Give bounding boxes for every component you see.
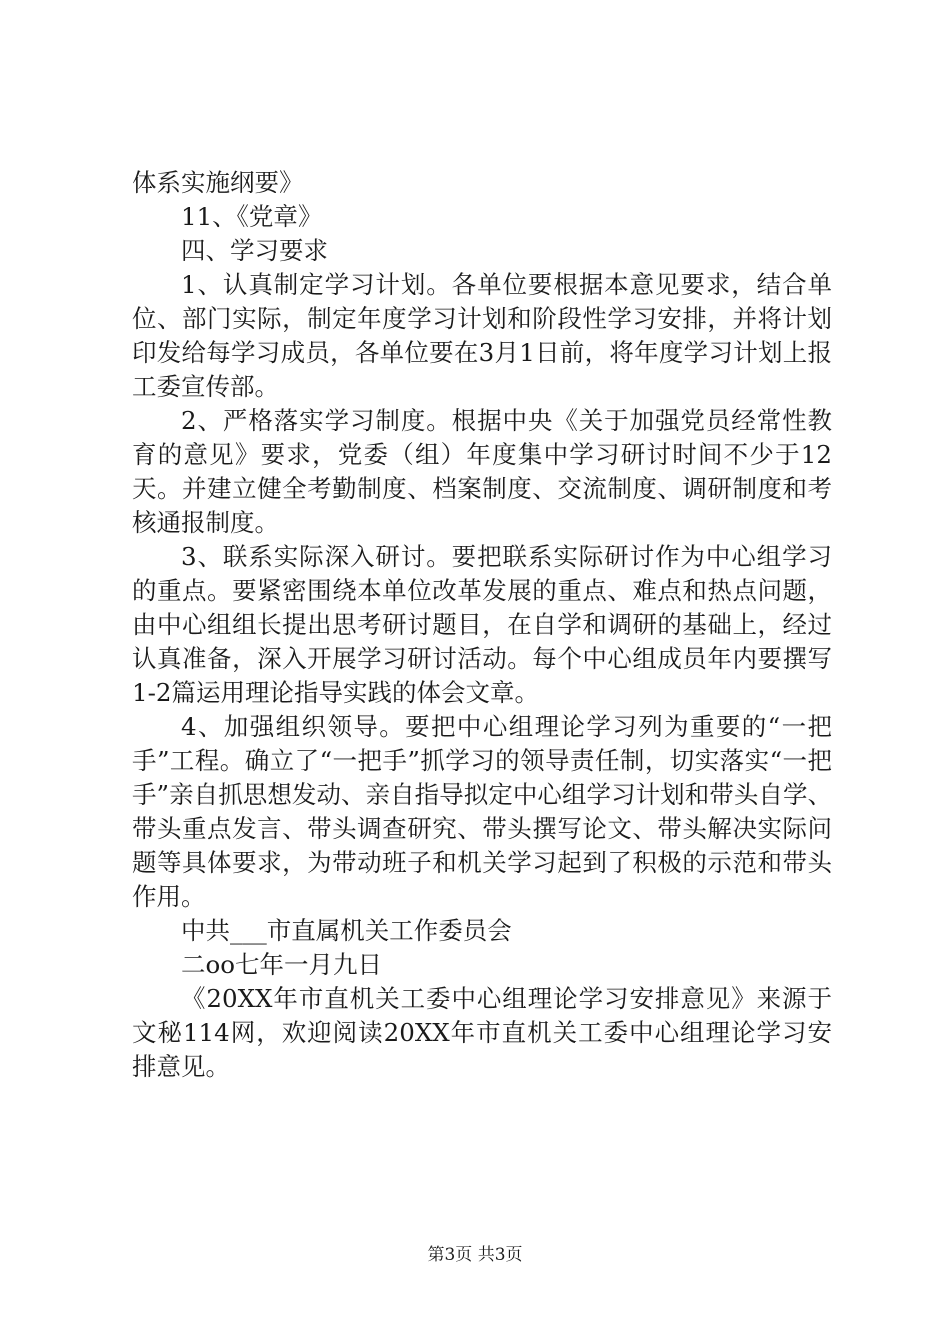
signature-organization: 中共___市直属机关工作委员会: [181, 916, 512, 945]
paragraph-requirement-3: 3、联系实际深入研讨。要把联系实际研讨作为中心组学习的重点。要紧密围绕本单位改革发展的重点、难点和热点问题，由中心组组长提出思考研讨题目，在自学和调研的基础上，经过认真准备，深入开展学习研讨活动。每个中心组成员年内要撰写1-2篇运用理论指导实践的体会文章。: [132, 542, 832, 707]
document-body: [132, 166, 832, 1084]
paragraph-requirement-4: 4、加强组织领导。要把中心组理论学习列为重要的“一把手”工程。确立了“一把手”抓学习的领导责任制，切实落实“一把手”亲自抓思想发动、亲自指导拟定中心组学习计划和带头自学、带头重点发言、带头调查研究、带头撰写论文、带头解决实际问题等具体要求，为带动班子和机关学习起到了积极的示范和带头作用。: [132, 712, 832, 911]
source-note: 《20XX年市直机关工委中心组理论学习安排意见》来源于文秘114网，欢迎阅读20XX年市直机关工委中心组理论学习安排意见。: [132, 984, 832, 1081]
paragraph-continuation: 体系实施纲要》: [132, 168, 304, 197]
section-heading: 四、学习要求: [181, 236, 328, 265]
paragraph-requirement-2: 2、严格落实学习制度。根据中央《关于加强党员经常性教育的意见》要求，党委（组）年度集中学习研讨时间不少于12天。并建立健全考勤制度、档案制度、交流制度、调研制度和考核通报制度。: [132, 406, 832, 537]
signature-date: 二oo七年一月九日: [181, 950, 382, 979]
paragraph-list-item-11: 11、《党章》: [181, 202, 323, 231]
page-number-footer: 第3页 共3页: [427, 1245, 523, 1265]
paragraph-requirement-1: 1、认真制定学习计划。各单位要根据本意见要求，结合单位、部门实际，制定年度学习计划和阶段性学习安排，并将计划印发给每学习成员，各单位要在3月1日前，将年度学习计划上报工委宣传部。: [132, 270, 832, 401]
